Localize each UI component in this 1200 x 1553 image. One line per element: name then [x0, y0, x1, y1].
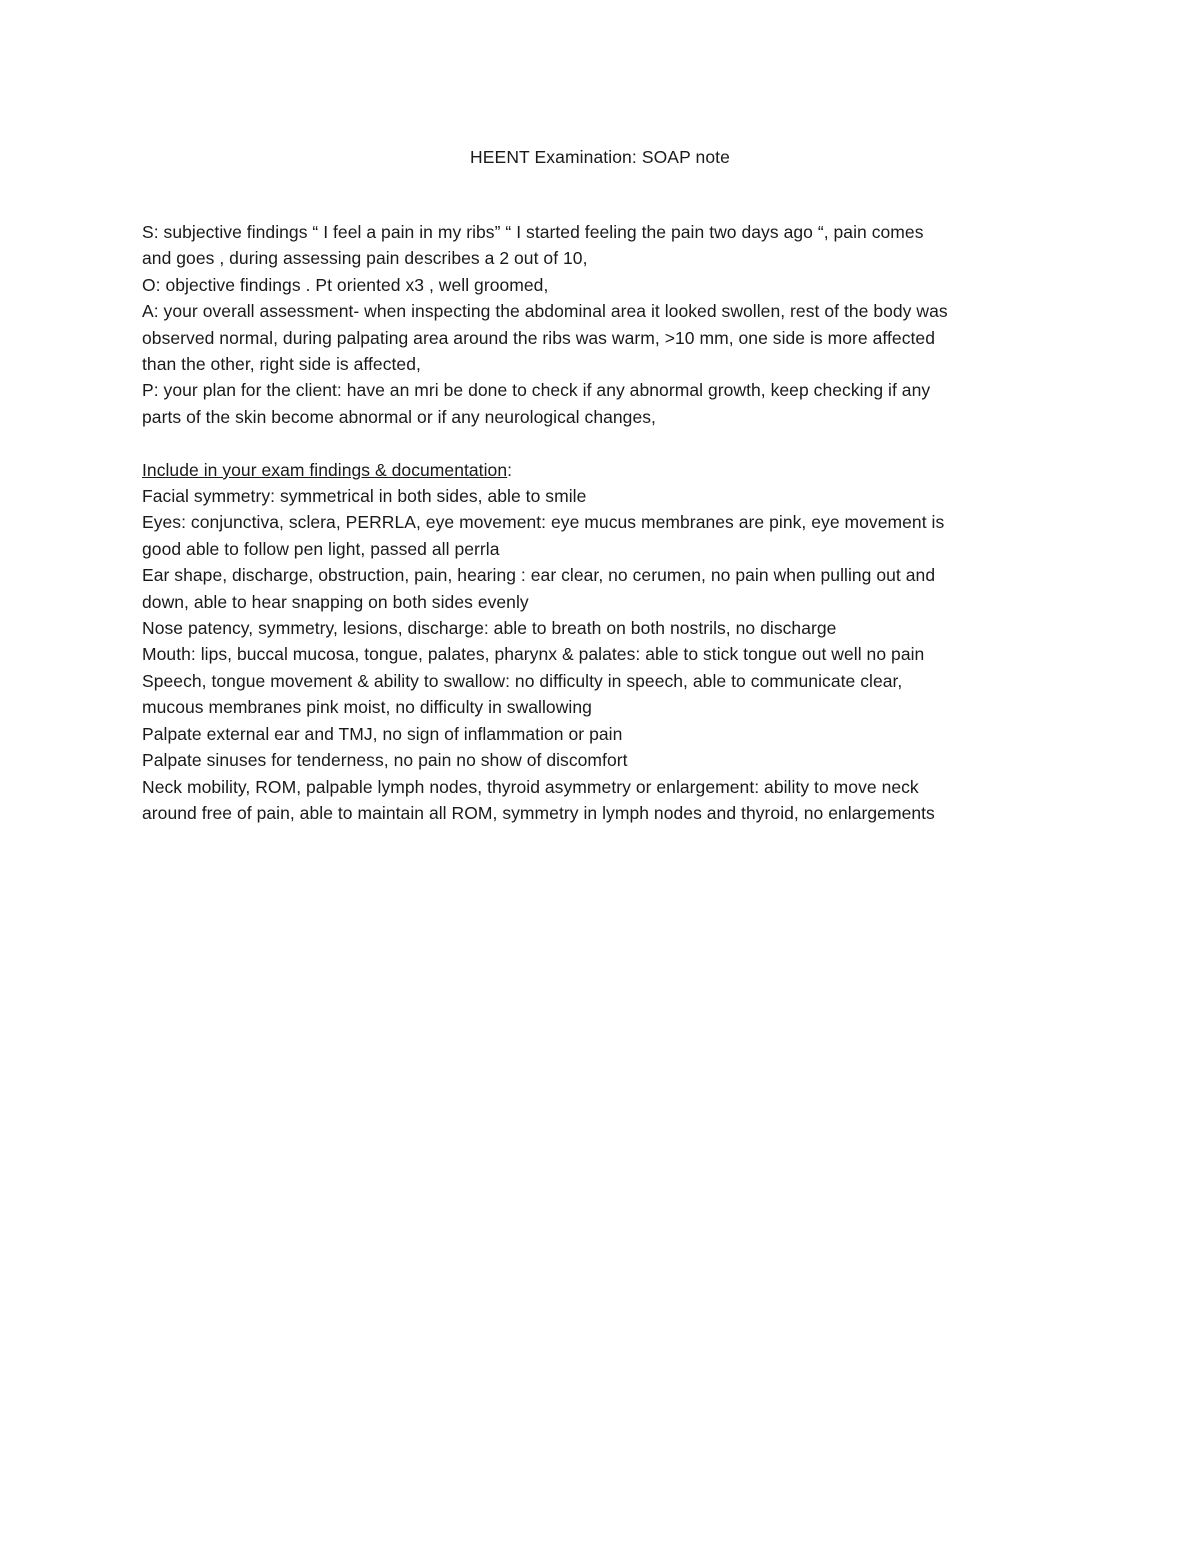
- blank-line: [142, 430, 1102, 456]
- exam-line: Speech, tongue movement & ability to swallow: no difficulty in speech, able to communicate clear,: [142, 670, 903, 691]
- exam-line: Neck mobility, ROM, palpable lymph nodes, thyroid asymmetry or enlargement: ability to move neck: [142, 776, 919, 797]
- exam-line: Palpate external ear and TMJ, no sign of inflammation or pain: [142, 723, 623, 744]
- soap-section: [142, 219, 1102, 430]
- exam-line: good able to follow pen light, passed all perrla: [142, 538, 500, 559]
- document-title: HEENT Examination: SOAP note: [470, 147, 730, 167]
- exam-line: Facial symmetry: symmetrical in both sides, able to smile: [142, 486, 587, 507]
- exam-line: around free of pain, able to maintain all ROM, symmetry in lymph nodes and thyroid, no enlargements: [142, 802, 935, 823]
- soap-line: P: your plan for the client: have an mri be done to check if any abnormal growth, keep checking if any: [142, 380, 931, 401]
- exam-findings-section: [142, 483, 1102, 826]
- soap-line: parts of the skin become abnormal or if any neurological changes,: [142, 406, 656, 427]
- soap-line: O: objective findings . Pt oriented x3 , well groomed,: [142, 274, 549, 295]
- soap-line: and goes , during assessing pain describes a 2 out of 10,: [142, 248, 588, 269]
- soap-line: A: your overall assessment- when inspecting the abdominal area it looked swollen, rest of the body was: [142, 301, 948, 322]
- exam-line: mucous membranes pink moist, no difficulty in swallowing: [142, 697, 592, 718]
- soap-line: observed normal, during palpating area around the ribs was warm, >10 mm, one side is more affected: [142, 327, 935, 348]
- exam-line: Eyes: conjunctiva, sclera, PERRLA, eye movement: eye mucus membranes are pink, eye movement is: [142, 512, 945, 533]
- document-body: [142, 219, 1102, 826]
- exam-line: Mouth: lips, buccal mucosa, tongue, palates, pharynx & palates: able to stick tongue out well no pain: [142, 644, 925, 665]
- exam-line: Palpate sinuses for tenderness, no pain no show of discomfort: [142, 750, 628, 771]
- exam-line: Ear shape, discharge, obstruction, pain, hearing : ear clear, no cerumen, no pain when pulling out and: [142, 565, 936, 586]
- exam-heading-text: Include in your exam findings & documentation: [142, 459, 508, 480]
- exam-heading-colon: :: [507, 459, 513, 480]
- exam-heading: [142, 457, 1102, 483]
- exam-line: Nose patency, symmetry, lesions, discharge: able to breath on both nostrils, no discharge: [142, 618, 837, 639]
- exam-line: down, able to hear snapping on both sides evenly: [142, 591, 529, 612]
- soap-line: S: subjective findings “ I feel a pain in my ribs” “ I started feeling the pain two days ago “, pain comes: [142, 222, 924, 242]
- soap-line: than the other, right side is affected,: [142, 354, 421, 375]
